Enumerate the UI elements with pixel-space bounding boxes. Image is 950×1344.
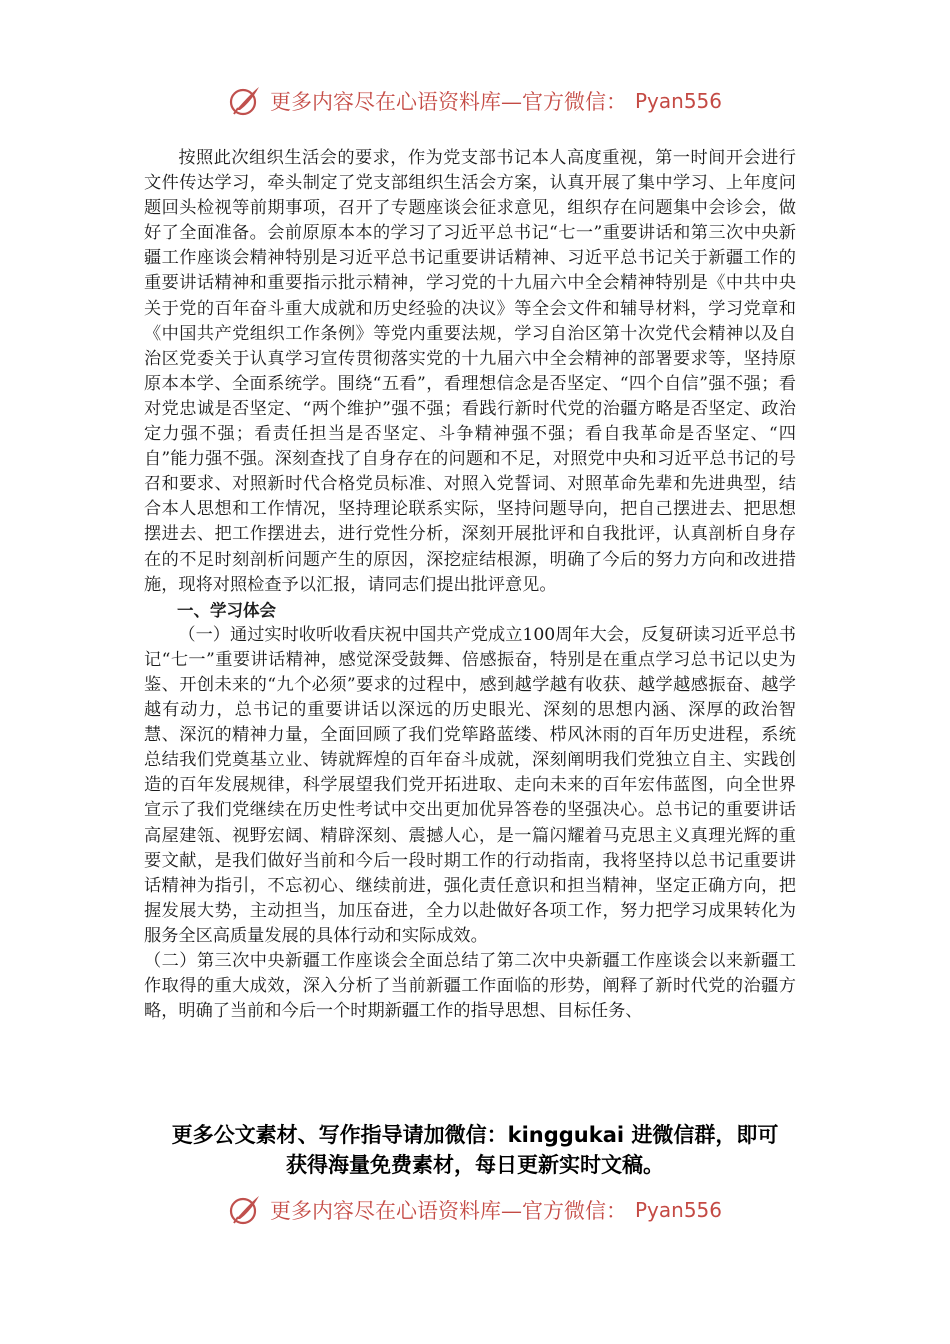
document-body (144, 146, 796, 1024)
section-heading: 一、学习体会 (177, 600, 276, 620)
footer-banner (0, 1193, 950, 1227)
paragraph-study-1: （一）通过实时收听收看庆祝中国共产党成立100周年大会，反复研读习近平总书记“七一”重要讲话精神，感觉深受鼓舞、倍感振奋，特别是在重点学习总书记以史为鉴、开创未来的“九个必须”要求的过程中，感到越学越有收获、越学越感振奋、越学越有动力，总书记的重要讲话以深远的历史眼光、深刻的思想内涵、深厚的政治智慧、深沉的精神力量，全面回顾了我们党筚路蓝缕、栉风沐雨的百年历史进程，系统总结我们党奠基立业、铸就辉煌的百年奋斗成就，深刻阐明我们党独立自主、实践创造的百年发展规律，科学展望我们党开拓进取、走向未来的百年宏伟蓝图，向全世界宣示了我们党继续在历史性考试中交出更加优异答卷的坚强决心。总书记的重要讲话高屋建瓴、视野宏阔、精辟深刻、震撼人心，是一篇闪耀着马克思主义真理光辉的重要文献，是我们做好当前和今后一段时期工作的行动指南，我将坚持以总书记重要讲话精神为指引，不忘初心、继续前进，强化责任意识和担当精神，坚定正确方向，把握发展大势，主动担当，加压奋进，全力以赴做好各项工作，努力把学习成果转化为服务全区高质量发展的具体行动和实际成效。 (144, 624, 796, 946)
quill-logo-icon (228, 1193, 262, 1227)
header-banner (0, 84, 950, 118)
promo-line-2: 获得海量免费素材，每日更新实时文稿。 (286, 1153, 664, 1177)
paragraph-intro: 按照此次组织生活会的要求，作为党支部书记本人高度重视，第一时间开会进行文件传达学习，牵头制定了党支部组织生活会方案，认真开展了集中学习、上年度问题回头检视等前期事项，召开了专题座谈会征求意见，组织存在问题集中会诊会，做好了全面准备。会前原原本本的学习了习近平总书记“七一”重要讲话和第三次中央新疆工作座谈会精神特别是习近平总书记重要讲话精神、习近平总书记关于新疆工作的重要讲话精神和重要指示批示精神，学习党的十九届六中全会精神特别是《中共中央关于党的百年奋斗重大成就和历史经验的决议》等全会文件和辅导材料，学习党章和《中国共产党组织工作条例》等党内重要法规，学习自治区第十次党代会精神以及自治区党委关于认真学习宣传贯彻落实党的十九届六中全会精神的部署要求等，坚持原原本本学、全面系统学。围绕“五看”，看理想信念是否坚定、“四个自信”强不强；看对党忠诚是否坚定、“两个维护”强不强；看践行新时代党的治疆方略是否坚定、政治定力强不强；看责任担当是否坚定、斗争精神强不强；看自我革命是否坚定、“四自”能力强不强。深刻查找了自身存在的问题和不足，对照党中央和习近平总书记的号召和要求、对照新时代合格党员标准、对照入党誓词、对照革命先辈和先进典型，结合本人思想和工作情况，坚持理论联系实际，坚持问题导向，把自己摆进去、把思想摆进去、把工作摆进去，进行党性分析，深刻开展批评和自我批评，认真剖析自身存在的不足时刻剖析问题产生的原因，深挖症结根源，明确了今后的努力方向和改进措施，现将对照检查予以汇报，请同志们提出批评意见。 (144, 148, 796, 595)
banner-wechat-id: Pyan556 (634, 1198, 722, 1222)
quill-logo-icon (228, 84, 262, 118)
banner-text: 更多内容尽在心语资料库—官方微信： (269, 90, 627, 114)
banner-text: 更多内容尽在心语资料库—官方微信： (269, 1199, 627, 1223)
banner-wechat-id: Pyan556 (634, 89, 722, 113)
promo-line-1: 更多公文素材、写作指导请加微信：kinggukai 进微信群，即可 (171, 1123, 779, 1147)
promo-text (130, 1120, 820, 1180)
paragraph-study-2: （二）第三次中央新疆工作座谈会全面总结了第二次中央新疆工作座谈会以来新疆工作取得的重大成效，深入分析了当前新疆工作面临的形势，阐释了新时代党的治疆方略，明确了当前和今后一个时期新疆工作的指导思想、目标任务、 (144, 951, 796, 1022)
